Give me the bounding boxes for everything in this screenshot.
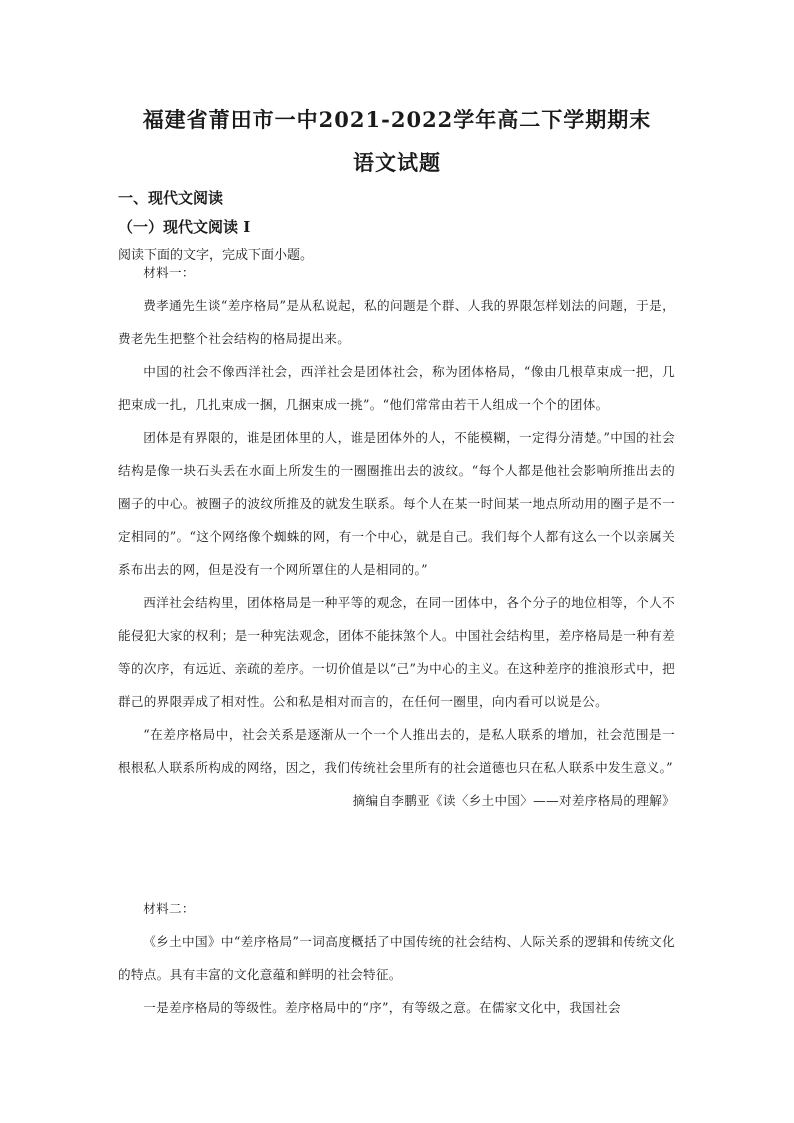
paragraph: 费孝通先生谈“差序格局”是从私说起，私的问题是个群、人我的界限怎样划法的问题，于是，费老先生把整个社会结构的格局提出来。 bbox=[118, 298, 675, 346]
paragraph: 团体是有界限的，谁是团体里的人，谁是团体外的人，不能模糊，一定得分清楚。”中国的社会结构是像一块石头丢在水面上所发生的一圈圈推出去的波纹。“每个人都是他社会影响所推出去的圈子的中心。被圈子的波纹所推及的就发生联系。每个人在某一时间某一地点所动用的圈子是不一定相同的”。“这个网络像个蜘蛛的网，有一个中心，就是自己。我们每个人都有这么一个以亲属关系布出去的网，但是没有一个网所罩住的人是相同的。” bbox=[118, 430, 675, 577]
paragraph: 一是差序格局的等级性。差序格局中的“序”，有等级之意。在儒家文化中，我国社会 bbox=[143, 1000, 621, 1015]
exam-subject: 语文试题 bbox=[353, 150, 441, 175]
material-two-heading: 材料二： bbox=[143, 901, 195, 916]
exam-title: 福建省莆田市一中2021-2022学年高二下学期期末 bbox=[142, 107, 652, 132]
material-two bbox=[118, 892, 675, 1024]
paragraph: “在差序格局中，社会关系是逐渐从一个一个人推出去的，是私人联系的增加，社会范围是一根根私人联系所构成的网络，因之，我们传统社会里所有的社会道德也只在私人联系中发生意义。” bbox=[118, 727, 675, 775]
section-heading: 一、现代文阅读 bbox=[118, 189, 224, 207]
material-one-heading: 材料一： bbox=[143, 265, 195, 280]
paragraph: 中国的社会不像西洋社会，西洋社会是团体社会，称为团体格局，“像由几根草束成一把，几把束成一扎，几扎束成一捆，几捆束成一挑”。“他们常常由若干人组成一个个的团体。 bbox=[118, 364, 675, 412]
source-citation: 摘编自李鹏亚《读〈乡土中国〉——对差序格局的理解》 bbox=[352, 793, 675, 808]
paragraph: 西洋社会结构里，团体格局是一种平等的观念，在同一团体中，各个分子的地位相等，个人不能侵犯大家的权利；是一种宪法观念，团体不能抹煞个人。中国社会结构里，差序格局是一种有差等的次序，有远近、亲疏的差序。一切价值是以“己”为中心的主义。在这种差序的推浪形式中，把群己的界限弄成了相对性。公和私是相对而言的，在任何一圈里，向内看可以说是公。 bbox=[118, 595, 675, 709]
paragraph: 《乡土中国》中“差序格局”一词高度概括了中国传统的社会结构、人际关系的逻辑和传统文化的特点。具有丰富的文化意蕴和鲜明的社会特征。 bbox=[118, 934, 675, 982]
instruction-text: 阅读下面的文字，完成下面小题。 bbox=[118, 248, 314, 263]
subsection-heading: （一）现代文阅读 I bbox=[118, 218, 251, 236]
material-one bbox=[118, 256, 675, 817]
